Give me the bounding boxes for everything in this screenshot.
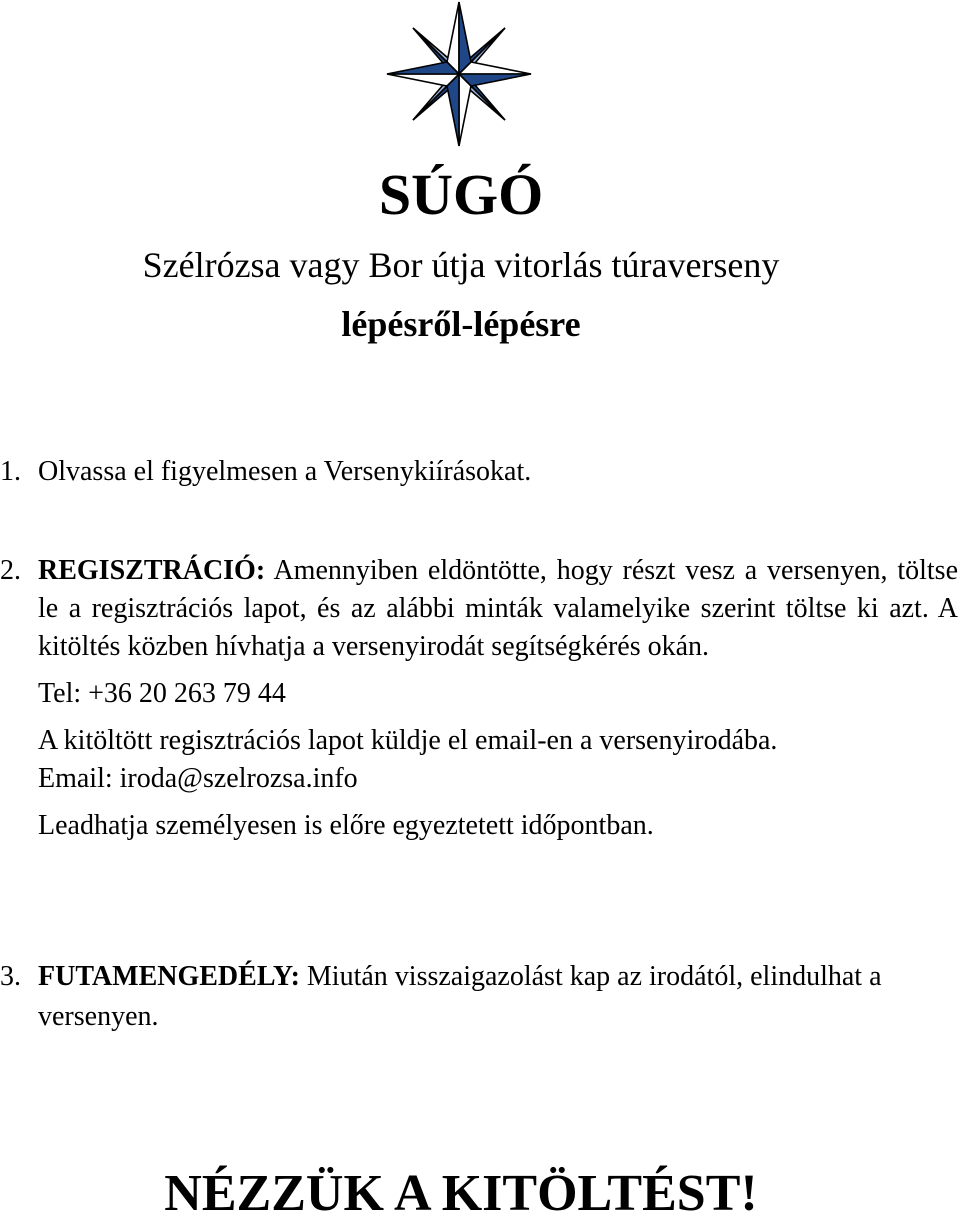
page-title: SÚGÓ [378, 162, 544, 227]
step-2 [0, 552, 960, 845]
compass-rose-icon [386, 0, 532, 148]
page-subtitle: Szélrózsa vagy Bor útja vitorlás túraverseny [142, 245, 780, 285]
step-1-number: 1. [0, 456, 21, 487]
step-2-text: Amennyiben eldöntötte, hogy részt vesz a versenyen, töltse le a regisztrációs lapot, és az alábbi minták valamelyike szerint töltse ki azt. A kitöltés közben hívhatja a versenyirodát segítségkérés okán. [38, 555, 958, 662]
phone-number: Tel: +36 20 263 79 44 [38, 678, 286, 709]
email-address: Email: iroda@szelrozsa.info [38, 763, 358, 794]
page-subtitle-steps: lépésről-lépésre [341, 304, 581, 344]
step-3-text: Miután visszaigazolást kap az irodától, elindulhat a versenyen. [38, 961, 882, 1032]
step-2-description [38, 552, 958, 666]
step-1 [0, 452, 960, 492]
call-to-action: NÉZZÜK A KITÖLTÉST! [164, 1165, 758, 1222]
step-2-number: 2. [0, 555, 21, 586]
step-3-heading: FUTAMENGEDÉLY: [38, 961, 300, 992]
step-2-heading: REGISZTRÁCIÓ: [38, 555, 266, 586]
step-3-description [38, 957, 958, 1037]
email-instruction: A kitöltött regisztrációs lapot küldje el email-en a versenyirodába. [38, 725, 778, 756]
step-1-text: Olvassa el figyelmesen a Versenykiírásokat. [38, 456, 532, 487]
personal-delivery-note: Leadhatja személyesen is előre egyeztetett időpontban. [38, 810, 654, 841]
step-3 [0, 957, 960, 1037]
step-3-number: 3. [0, 961, 21, 992]
